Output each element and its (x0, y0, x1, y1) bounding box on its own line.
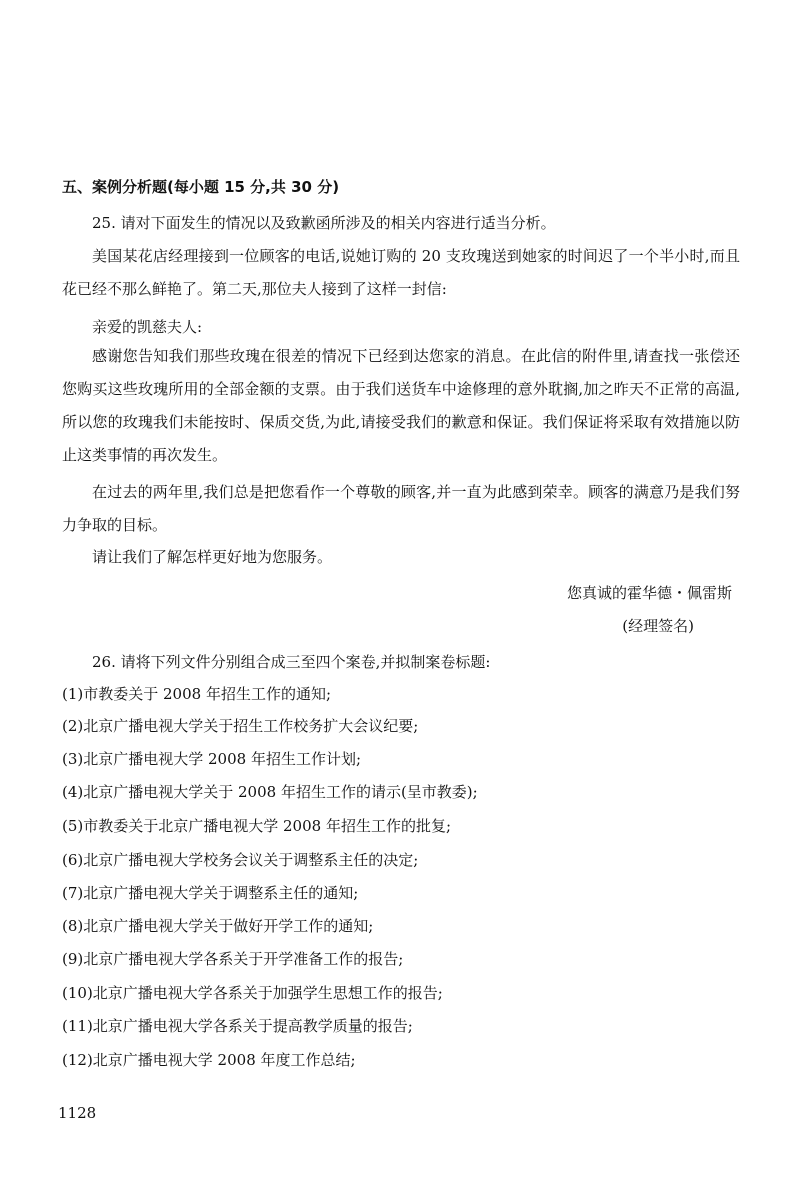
list-item: (5)市教委关于北京广播电视大学 2008 年招生工作的批复; (62, 817, 452, 835)
list-item: (11)北京广播电视大学各系关于提高教学质量的报告; (62, 1017, 413, 1035)
list-item: (1)市教委关于 2008 年招生工作的通知; (62, 685, 332, 703)
list-item: (4)北京广播电视大学关于 2008 年招生工作的请示(呈市教委); (62, 783, 478, 801)
letter-body-paragraph-1: 感谢您告知我们那些玫瑰在很差的情况下已经到达您家的消息。在此信的附件里,请查找一张偿还您购买这些玫瑰所用的全部金额的支票。由于我们送货车中途修理的意外耽搁,加之昨天不正常的高温,所以您的玫瑰我们未能按时、保质交货,为此,请接受我们的歉意和保证。我们保证将采取有效措施以防止这类事情的再次发生。 (62, 347, 740, 464)
list-item: (2)北京广播电视大学关于招生工作校务扩大会议纪要; (62, 717, 419, 735)
list-item: (6)北京广播电视大学校务会议关于调整系主任的决定; (62, 851, 419, 869)
page-number: 1128 (58, 1104, 97, 1122)
letter-body-paragraph-3: 请让我们了解怎样更好地为您服务。 (92, 548, 333, 566)
list-item: (10)北京广播电视大学各系关于加强学生思想工作的报告; (62, 984, 443, 1002)
list-item: (9)北京广播电视大学各系关于开学准备工作的报告; (62, 950, 404, 968)
list-item: (12)北京广播电视大学 2008 年度工作总结; (62, 1051, 356, 1069)
list-item: (8)北京广播电视大学关于做好开学工作的通知; (62, 917, 374, 935)
letter-body-paragraph-2: 在过去的两年里,我们总是把您看作一个尊敬的顾客,并一直为此感到荣幸。顾客的满意乃是我们努力争取的目标。 (62, 483, 740, 534)
list-item: (3)北京广播电视大学 2008 年招生工作计划; (62, 750, 362, 768)
list-item: (7)北京广播电视大学关于调整系主任的通知; (62, 884, 359, 902)
signature-note: (经理签名) (622, 617, 694, 635)
section-title: 五、案例分析题(每小题 15 分,共 30 分) (62, 178, 340, 196)
letter-salutation: 亲爱的凯慈夫人: (92, 318, 203, 336)
question-25-stem: 25. 请对下面发生的情况以及致歉函所涉及的相关内容进行适当分析。 (92, 214, 556, 232)
letter-closing: 您真诚的霍华德・佩雷斯 (566, 584, 732, 602)
question-25-intro: 美国某花店经理接到一位顾客的电话,说她订购的 20 支玫瑰送到她家的时间迟了一个半小时,而且花已经不那么鲜艳了。第二天,那位夫人接到了这样一封信: (62, 247, 740, 298)
question-26-stem: 26. 请将下列文件分别组合成三至四个案卷,并拟制案卷标题: (92, 653, 491, 671)
